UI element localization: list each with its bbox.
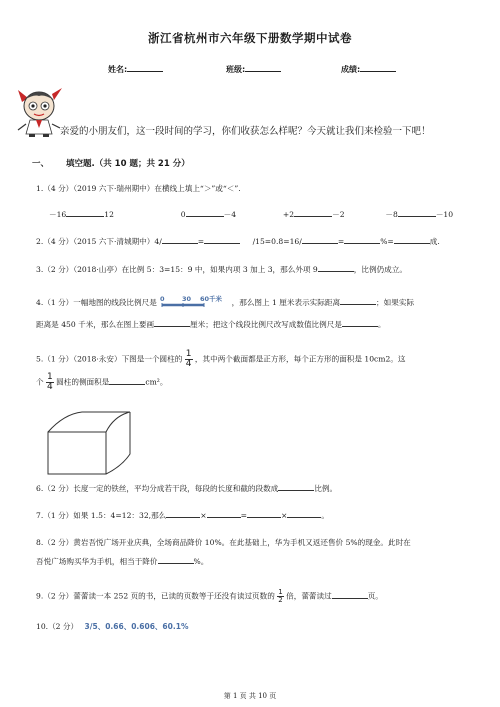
q7-blank-2[interactable] xyxy=(207,510,241,518)
q5-mid: ，其中两个截面都是正方形，每个正方形的面积是 10cm2。这 xyxy=(194,354,406,364)
question-5 xyxy=(36,350,406,369)
question-5-line-2 xyxy=(36,373,167,392)
question-10-text: 10.（2 分） xyxy=(36,622,79,631)
fraction-denominator: 4 xyxy=(185,359,192,369)
q5-blank[interactable] xyxy=(109,377,145,385)
q4-blank-3[interactable] xyxy=(342,319,378,327)
compare-b-blank[interactable] xyxy=(186,209,224,217)
q8-line2b: %。 xyxy=(193,557,209,566)
compare-c-blank[interactable] xyxy=(294,209,332,217)
q8-blank[interactable] xyxy=(158,556,194,564)
q7-blank-4[interactable] xyxy=(287,510,321,518)
compare-b-right: －4 xyxy=(223,210,237,219)
question-7 xyxy=(36,510,329,521)
q2-blank-3[interactable] xyxy=(302,236,338,244)
quarter-cylinder-figure xyxy=(44,410,134,476)
question-2 xyxy=(36,236,440,247)
q2-blank-5[interactable] xyxy=(394,236,430,244)
q5-line2b: 圆柱的侧面积是 xyxy=(56,377,110,387)
name-label: 姓名: xyxy=(108,65,128,74)
q7-times-2: × xyxy=(281,511,288,520)
compare-a-right: 12 xyxy=(104,210,114,219)
section-heading xyxy=(32,157,190,169)
class-label: 班级: xyxy=(226,65,246,74)
scale-bar xyxy=(159,294,229,312)
section-number: 一、 xyxy=(32,159,50,169)
compare-d-left: －8 xyxy=(385,210,398,219)
q8-line2a: 吾悦广场购买华为手机，相当于降价 xyxy=(36,557,158,566)
q5-line2a: 个 xyxy=(36,377,44,387)
question-4-line-2 xyxy=(36,319,386,330)
q2-blank-4[interactable] xyxy=(344,236,380,244)
compare-d-blank[interactable] xyxy=(398,209,436,217)
q7-equals: = xyxy=(240,511,248,520)
page-title: 浙江省杭州市六年级下册数学期中试卷 xyxy=(148,31,352,45)
scale-bar-graphic xyxy=(159,294,229,310)
q6-blank[interactable] xyxy=(278,483,314,491)
compare-b-left: 0 xyxy=(180,210,186,219)
q4-tail: ；如果实际 xyxy=(376,298,415,307)
name-field xyxy=(108,64,163,75)
question-4-text: 4.（1 分）一幅地图的线段比例尺是 xyxy=(36,298,157,307)
question-1 xyxy=(36,183,241,194)
q6-tail: 比例。 xyxy=(314,484,338,493)
question-2-text: 2.（4 分）（2015 六下·清城期中）4/ xyxy=(36,237,162,246)
q7-blank-1[interactable] xyxy=(166,510,200,518)
scale-tick-30: 30 xyxy=(182,295,192,303)
q2-percent: %= xyxy=(380,237,394,246)
question-7-text: 7.（1 分）如果 1.5：4=12：32,那么 xyxy=(36,511,167,520)
question-5-text: 5.（1 分）（2018·永安）下图是一个圆柱的 xyxy=(36,354,183,364)
fraction-numerator-2: 1 xyxy=(47,372,53,382)
question-1-text: 1.（4 分）（2019 六下·瑞州期中）在横线上填上“＞”或“＜”. xyxy=(36,184,241,193)
q7-tail: 。 xyxy=(321,511,329,520)
score-blank[interactable] xyxy=(360,64,396,72)
fraction-half-numerator: 1 xyxy=(278,588,283,596)
question-3-text: 3.（2 分）（2018·山亭）在比例 5：3=15：9 中，如果内项 3 加上 3，那么外项 9 xyxy=(36,265,318,274)
q3-blank[interactable] xyxy=(318,264,354,272)
class-field xyxy=(226,64,281,75)
question-8-line-2 xyxy=(36,556,208,567)
fraction-one-quarter xyxy=(185,350,193,369)
q5-line2c: cm²。 xyxy=(145,377,168,387)
scale-tick-0: 0 xyxy=(160,295,165,303)
q2-tail: 成. xyxy=(429,237,440,246)
score-field xyxy=(341,64,396,75)
q7-times-1: × xyxy=(200,511,207,520)
q9-mid: 倍，蕾蕾读过 xyxy=(286,591,332,601)
fraction-numerator: 1 xyxy=(185,349,192,359)
question-8-text: 8.（2 分）黄岩吾悦广场开业庆典，全场商品降价 10%。在此基础上，华为手机又返还售价 5%的现金。此时在 xyxy=(36,538,411,547)
scale-tick-60: 60千米 xyxy=(200,295,223,303)
q4-blank-2[interactable] xyxy=(154,319,190,327)
compare-c-left: +2 xyxy=(282,210,295,219)
compare-a-left: －16 xyxy=(49,210,67,219)
question-1-compare-row xyxy=(49,209,453,220)
mascot-illustration xyxy=(14,84,64,138)
q4-line2b: 厘米；把这个线段比例尺改写成数值比例尺是 xyxy=(190,320,342,329)
q9-blank[interactable] xyxy=(332,591,368,599)
q2-mid: /15=0.8=16/ xyxy=(252,237,302,246)
section-title: 填空题.（共 10 题；共 21 分） xyxy=(65,159,190,169)
q2-blank-1[interactable] xyxy=(162,236,198,244)
fraction-denominator-2: 4 xyxy=(47,382,53,392)
q3-tail: ，比例仍成立。 xyxy=(353,265,407,274)
question-6-text: 6.（2 分）长度一定的铁丝，平均分成若干段，每段的长度和截的段数成 xyxy=(36,484,279,493)
page-footer: 第 1 页 共 10 页 xyxy=(223,692,277,700)
question-3 xyxy=(36,264,407,275)
q9-tail: 页。 xyxy=(367,591,383,601)
name-blank[interactable] xyxy=(127,64,163,72)
score-label: 成绩: xyxy=(341,65,361,74)
question-4 xyxy=(36,294,414,312)
question-8 xyxy=(36,537,411,548)
fraction-one-quarter-2 xyxy=(46,373,54,392)
class-blank[interactable] xyxy=(245,64,281,72)
question-9-text: 9.（2 分）蕾蕾读一本 252 页的书，已读的页数等于还没有读过页数的 xyxy=(36,591,275,601)
fraction-half-denominator: 2 xyxy=(278,596,283,604)
q4-line2c: 。 xyxy=(377,320,386,329)
greeting-text: 亲爱的小朋友们，这一段时间的学习，你们收获怎么样呢？今天就让我们来检验一下吧！ xyxy=(60,126,431,137)
q4-blank-1[interactable] xyxy=(340,297,376,305)
compare-d-right: －10 xyxy=(435,210,454,219)
q2-eq-1: = xyxy=(197,237,205,246)
q7-blank-3[interactable] xyxy=(247,510,281,518)
q10-number-list: 3/5、0.66、0.606、60.1% xyxy=(84,622,189,631)
compare-c-right: －2 xyxy=(332,210,345,219)
question-9 xyxy=(36,589,383,604)
question-10 xyxy=(36,621,188,632)
q4-mid: ，那么图上 1 厘米表示实际距离 xyxy=(231,298,341,307)
fraction-one-half xyxy=(277,589,283,604)
question-6 xyxy=(36,483,337,494)
q2-blank-2[interactable] xyxy=(204,236,240,244)
q2-eq-2: = xyxy=(337,237,345,246)
q4-line2a: 距离是 450 千米，那么在图上要画 xyxy=(36,320,155,329)
compare-a-blank[interactable] xyxy=(66,209,104,217)
